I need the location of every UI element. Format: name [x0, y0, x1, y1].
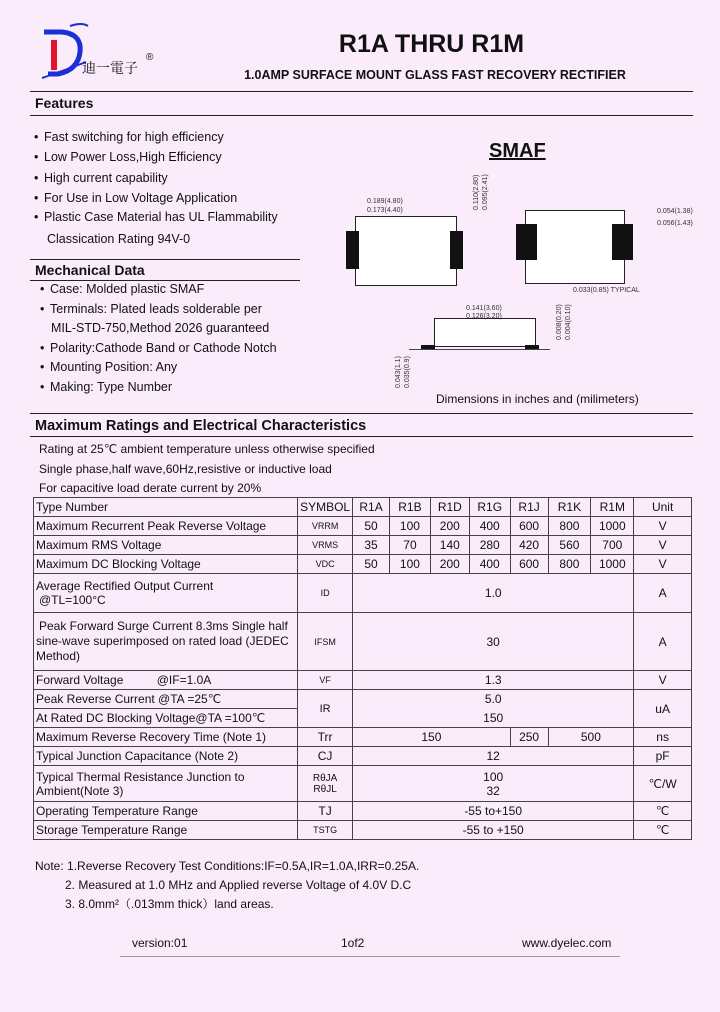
symbol-cell: VF: [298, 671, 353, 690]
mechanical-heading: Mechanical Data: [35, 262, 145, 278]
param-label: Storage Temperature Range: [34, 821, 298, 840]
features-list: [34, 128, 278, 249]
value-cell: 200: [430, 555, 469, 574]
symbol-cell: IR: [298, 690, 353, 728]
header-cell: R1J: [510, 498, 548, 517]
dim-right-max: 0.054(1.38): [657, 208, 693, 215]
value-cell: 150: [353, 728, 511, 747]
table-row: [34, 766, 692, 802]
param-label: Maximum Recurrent Peak Reverse Voltage: [34, 517, 298, 536]
package-side-view: [434, 318, 536, 347]
table-row: [34, 728, 692, 747]
symbol-cell: TJ: [298, 802, 353, 821]
symbol-cell: VRMS: [298, 536, 353, 555]
divider: [30, 91, 693, 92]
package-end-view: [525, 210, 625, 284]
value-cell: 30: [353, 613, 634, 671]
unit-cell: uA: [634, 690, 692, 728]
header-cell: R1A: [353, 498, 390, 517]
condition-text: For capacitive load derate current by 20%: [39, 481, 262, 495]
dim-typical: 0.033(0.85) TYPICAL: [573, 287, 640, 294]
unit-cell: V: [634, 536, 692, 555]
header-cell: R1D: [430, 498, 469, 517]
value-cell: 420: [510, 536, 548, 555]
symbol-cell: VDC: [298, 555, 353, 574]
table-row: [34, 690, 692, 709]
value-cell: 1000: [591, 517, 634, 536]
unit-cell: ℃: [634, 821, 692, 840]
value-cell: 12: [353, 747, 634, 766]
header-cell: SYMBOL: [298, 498, 353, 517]
value-cell: 800: [548, 517, 591, 536]
param-label: Maximum DC Blocking Voltage: [34, 555, 298, 574]
symbol-cell: Trr: [298, 728, 353, 747]
param-label: Peak Reverse Current @TA =25℃: [34, 690, 298, 709]
divider: [30, 115, 693, 116]
value-cell: -55 to+150: [353, 802, 634, 821]
list-item: • For Use in Low Voltage Application: [34, 190, 238, 205]
note-text: Note: 1.Reverse Recovery Test Conditions:IF=0.5A,IR=1.0A,IRR=0.25A.: [35, 859, 420, 873]
value-cell: 560: [548, 536, 591, 555]
ratings-heading: Maximum Ratings and Electrical Characteristics: [35, 418, 367, 434]
dim-top-height-max: 0.110(2.80): [473, 174, 480, 210]
dim-caption: Dimensions in inches and (milimeters): [436, 392, 639, 406]
list-item: • Terminals: Plated leads solderable per: [40, 301, 262, 316]
param-label: Maximum Reverse Recovery Time (Note 1): [34, 728, 298, 747]
symbol-cell: VRRM: [298, 517, 353, 536]
footer-page-number: 1of2: [341, 936, 365, 950]
package-lead: [516, 224, 537, 260]
dim-top-width-max: 0.189(4.80): [367, 198, 403, 205]
divider: [409, 349, 550, 350]
value-cell: 35: [353, 536, 390, 555]
condition-text: Single phase,half wave,60Hz,resistive or inductive load: [39, 461, 332, 476]
unit-cell: pF: [634, 747, 692, 766]
unit-cell: A: [634, 574, 692, 613]
param-label: Operating Temperature Range: [34, 802, 298, 821]
notes: [35, 857, 419, 914]
symbol-cell: RθJA RθJL: [298, 766, 353, 802]
value-cell: 100 32: [353, 766, 634, 802]
header-cell: Unit: [634, 498, 692, 517]
value-cell: 50: [353, 517, 390, 536]
unit-cell: ℃: [634, 802, 692, 821]
footer-website-link[interactable]: www.dyelec.com: [522, 936, 612, 950]
dim-top-width-min: 0.173(4.40): [367, 207, 403, 214]
package-lead: [346, 231, 359, 269]
page-title: R1A THRU R1M: [338, 30, 525, 58]
value-cell: 250: [510, 728, 548, 747]
header-cell: R1G: [469, 498, 510, 517]
value-cell: 50: [353, 555, 390, 574]
param-label: Typical Junction Capacitance (Note 2): [34, 747, 298, 766]
table-row: [34, 709, 692, 728]
list-item: • Fast switching for high efficiency: [34, 130, 224, 144]
list-item: • Low Power Loss,High Efficiency: [34, 149, 222, 164]
table-row: [34, 555, 692, 574]
package-lead: [450, 231, 463, 269]
spec-table: [33, 497, 692, 840]
list-item-continuation: Classication Rating 94V-0: [47, 231, 191, 246]
value-cell: 70: [390, 536, 431, 555]
value-cell: 280: [469, 536, 510, 555]
value-cell: 600: [510, 555, 548, 574]
list-item: • High current capability: [34, 171, 168, 185]
table-row: [34, 536, 692, 555]
param-label: Average Rectified Output Current @TL=100°C: [34, 574, 298, 613]
divider: [120, 956, 620, 957]
features-heading: Features: [35, 95, 94, 111]
symbol-cell: ID: [298, 574, 353, 613]
value-cell: 600: [510, 517, 548, 536]
value-cell: 1.0: [353, 574, 634, 613]
registered-mark: ®: [146, 52, 154, 63]
ratings-conditions: [39, 440, 375, 499]
list-item-continuation: MIL-STD-750,Method 2026 guaranteed: [51, 321, 270, 335]
package-top-view: [355, 216, 457, 286]
symbol-cell: IFSM: [298, 613, 353, 671]
param-label: Typical Thermal Resistance Junction to Ambient(Note 3): [34, 766, 298, 802]
value-cell: -55 to +150: [353, 821, 634, 840]
list-item: • Plastic Case Material has UL Flammability: [34, 210, 278, 224]
note-text: 2. Measured at 1.0 MHz and Applied reverse Voltage of 4.0V D.C: [65, 878, 412, 892]
unit-cell: A: [634, 613, 692, 671]
unit-cell: V: [634, 671, 692, 690]
table-row: [34, 574, 692, 613]
condition-text: Rating at 25℃ ambient temperature unless otherwise specified: [39, 442, 375, 456]
value-cell: 400: [469, 555, 510, 574]
value-cell: 1000: [591, 555, 634, 574]
brand-name: 迪一電子: [82, 60, 138, 76]
dim-height-min: 0.035(0.9): [404, 356, 411, 388]
dim-thick-min: 0.004(0.10): [565, 304, 572, 340]
value-cell: 1.3: [353, 671, 634, 690]
param-label: Forward Voltage @IF=1.0A: [34, 671, 298, 690]
header-cell: R1B: [390, 498, 431, 517]
header-cell: R1M: [591, 498, 634, 517]
unit-cell: V: [634, 517, 692, 536]
list-item: • Case: Molded plastic SMAF: [40, 282, 205, 296]
divider: [30, 413, 693, 414]
dim-thick-max: 0.008(0.20): [556, 304, 563, 340]
table-row: [34, 517, 692, 536]
symbol-cell: TSTG: [298, 821, 353, 840]
value-cell: 400: [469, 517, 510, 536]
divider: [30, 436, 693, 437]
note-text: 3. 8.0mm²（.013mm thick）land areas.: [65, 897, 274, 911]
value-cell: 700: [591, 536, 634, 555]
value-cell: 150: [353, 709, 634, 728]
param-label: Maximum RMS Voltage: [34, 536, 298, 555]
table-row: [34, 613, 692, 671]
value-cell: 100: [390, 517, 431, 536]
list-item: • Making: Type Number: [40, 379, 173, 394]
unit-cell: ns: [634, 728, 692, 747]
divider: [30, 259, 300, 260]
table-row: [34, 802, 692, 821]
value-cell: 500: [548, 728, 634, 747]
value-cell: 140: [430, 536, 469, 555]
param-label: Peak Forward Surge Current 8.3ms Single half sine-wave superimposed on rated load (JEDEC Method): [34, 613, 298, 671]
param-label: At Rated DC Blocking Voltage@TA =100℃: [34, 709, 298, 728]
symbol-cell: CJ: [298, 747, 353, 766]
footer-version: version:01: [132, 936, 188, 950]
value-cell: 800: [548, 555, 591, 574]
value-cell: 5.0: [353, 690, 634, 709]
dim-top-height-min: 0.095(2.41): [482, 174, 489, 210]
dim-right-min: 0.056(1.43): [657, 220, 693, 227]
table-header-row: [34, 498, 692, 517]
header-cell: Type Number: [34, 498, 298, 517]
list-item: • Mounting Position: Any: [40, 360, 178, 374]
dim-height-max: 0.043(1.1): [395, 356, 402, 388]
package-name: SMAF: [489, 140, 546, 162]
unit-cell: ℃/W: [634, 766, 692, 802]
list-item: • Polarity:Cathode Band or Cathode Notch: [40, 340, 277, 355]
dim-side-min: 0.126(3.20): [466, 313, 502, 320]
header-cell: R1K: [548, 498, 591, 517]
mechanical-list: [40, 280, 277, 397]
table-row: [34, 747, 692, 766]
value-cell: 200: [430, 517, 469, 536]
table-row: [34, 821, 692, 840]
value-cell: 100: [390, 555, 431, 574]
package-lead: [612, 224, 633, 260]
page-subtitle: 1.0AMP SURFACE MOUNT GLASS FAST RECOVERY RECTIFIER: [244, 68, 626, 82]
unit-cell: V: [634, 555, 692, 574]
dim-side-max: 0.141(3.60): [466, 305, 502, 312]
table-row: [34, 671, 692, 690]
